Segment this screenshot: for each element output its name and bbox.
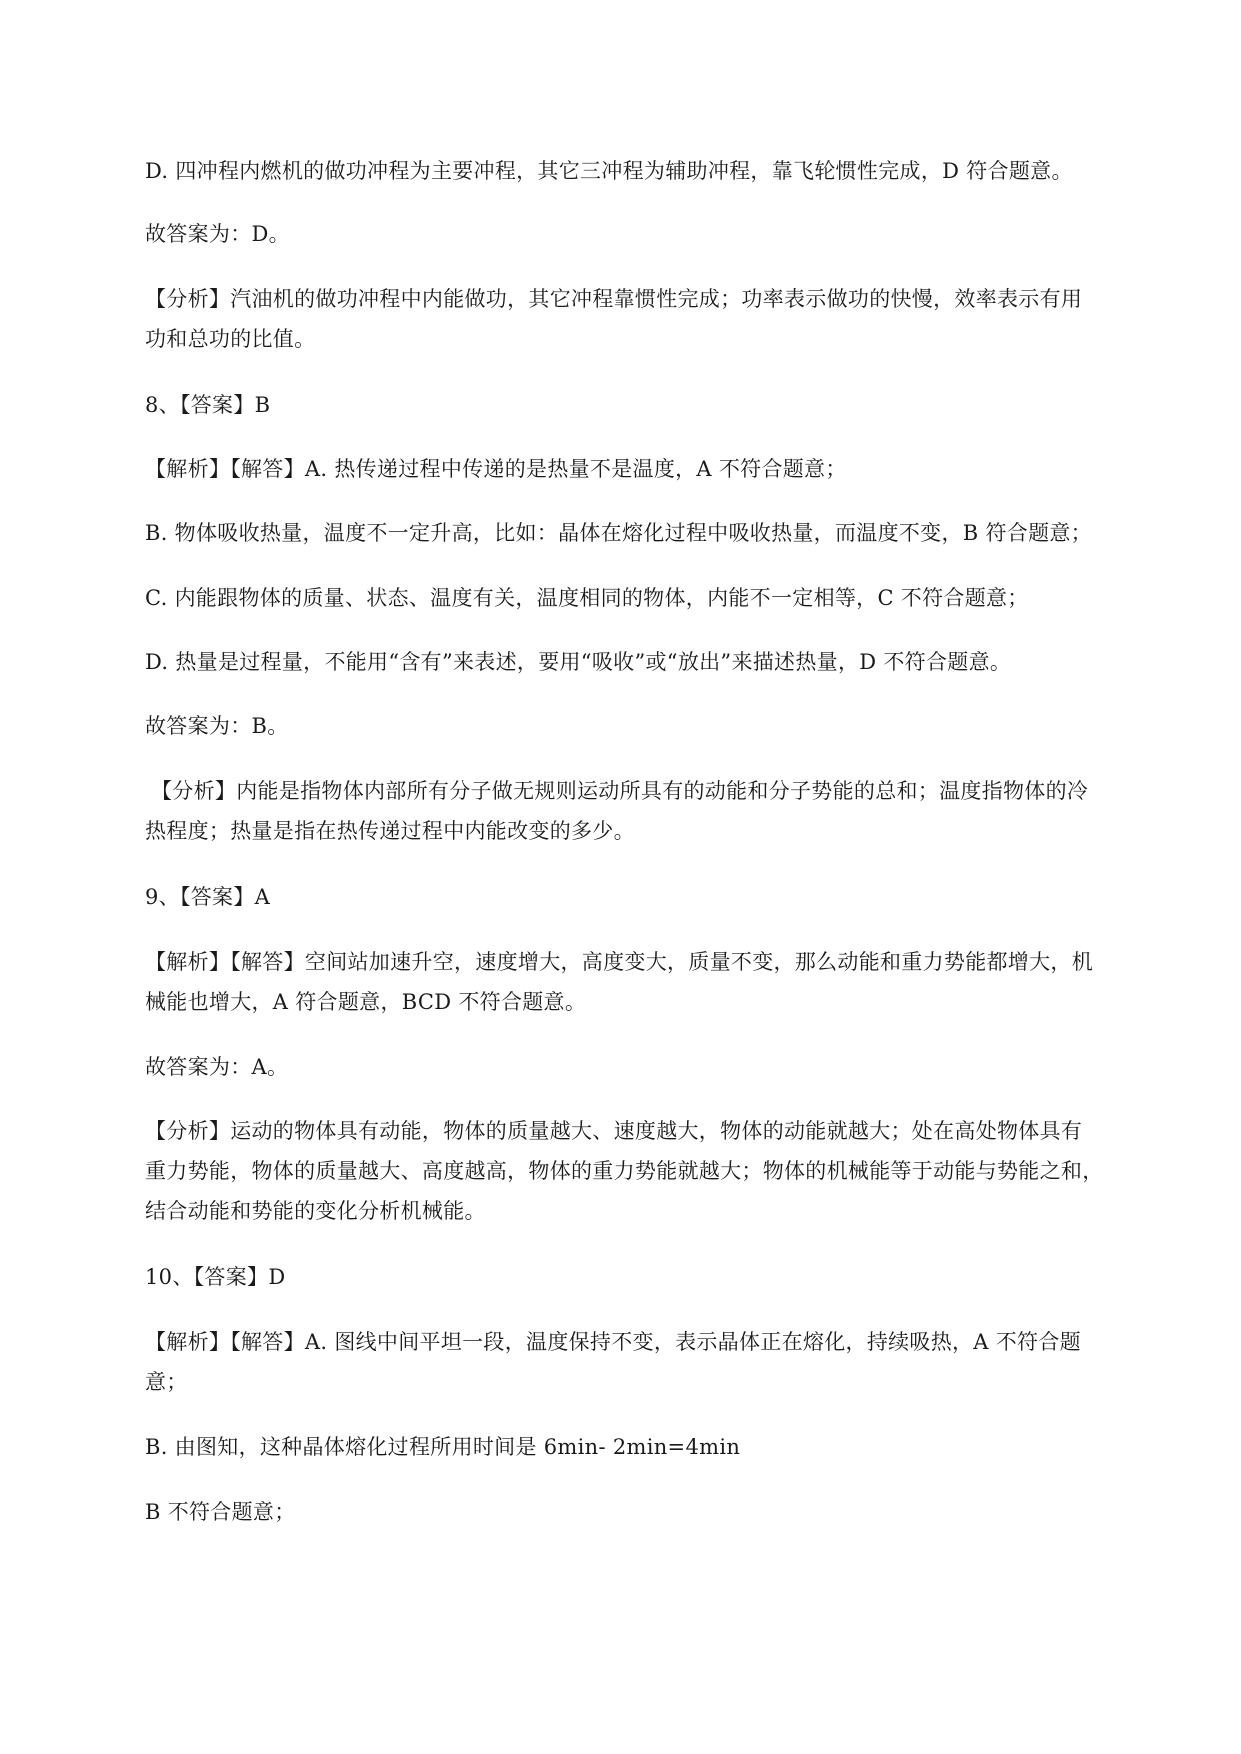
text-line-q8-analysis-2: 热程度；热量是指在热传递过程中内能改变的多少。 bbox=[145, 819, 635, 843]
text-line-q8-a: 【解析】【解答】A. 热传递过程中传递的是热量不是温度，A 不符合题意； bbox=[145, 457, 847, 481]
text-line-q9-analysis-2: 重力势能，物体的质量越大、高度越高，物体的重力势能就越大；物体的机械能等于动能与势能之和， bbox=[145, 1159, 1104, 1183]
text-line-q10-a-2: 意； bbox=[145, 1370, 188, 1394]
text-line-q9-answer: 9、【答案】A bbox=[145, 885, 271, 909]
text-line-q8-answer: 8、【答案】B bbox=[145, 393, 271, 417]
text-line-q8-d: D. 热量是过程量，不能用“含有”来表述，要用“吸收”或“放出”来描述热量，D 不符合题意。 bbox=[145, 650, 1012, 674]
text-line-analysis-q7-1: 【分析】汽油机的做功冲程中内能做功，其它冲程靠惯性完成；功率表示做功的快慢，效率表示有用 bbox=[145, 287, 1083, 311]
text-line-d-option-q7: D. 四冲程内燃机的做功冲程为主要冲程，其它三冲程为辅助冲程，靠飞轮惯性完成，D 符合题意。 bbox=[145, 159, 1073, 183]
text-line-q8-c: C. 内能跟物体的质量、状态、温度有关，温度相同的物体，内能不一定相等，C 不符合题意； bbox=[145, 586, 1029, 610]
text-line-q10-b-conclusion: B 不符合题意； bbox=[145, 1500, 296, 1524]
text-line-q8-analysis-1: 【分析】内能是指物体内部所有分子做无规则运动所具有的动能和分子势能的总和；温度指物体的冷 bbox=[151, 779, 1089, 803]
text-line-q10-b: B. 由图知，这种晶体熔化过程所用时间是 6min- 2min=4min bbox=[145, 1435, 741, 1459]
text-line-q9-explanation-1: 【解析】【解答】空间站加速升空，速度增大，高度变大，质量不变，那么动能和重力势能都增大，机 bbox=[145, 950, 1093, 974]
text-line-q9-explanation-2: 械能也增大，A 符合题意，BCD 不符合题意。 bbox=[145, 990, 587, 1014]
text-line-q8-conclusion: 故答案为：B。 bbox=[145, 714, 289, 738]
text-line-answer-q7: 故答案为：D。 bbox=[145, 222, 290, 246]
text-line-q9-analysis-3: 结合动能和势能的变化分析机械能。 bbox=[145, 1199, 486, 1223]
text-line-q9-analysis-1: 【分析】运动的物体具有动能，物体的质量越大、速度越大，物体的动能就越大；处在高处物体具有 bbox=[145, 1119, 1083, 1143]
text-line-analysis-q7-2: 功和总功的比值。 bbox=[145, 327, 316, 351]
text-line-q9-conclusion: 故答案为：A。 bbox=[145, 1055, 289, 1079]
text-line-q10-answer: 10、【答案】D bbox=[145, 1265, 286, 1289]
text-line-q10-a-1: 【解析】【解答】A. 图线中间平坦一段，温度保持不变，表示晶体正在熔化，持续吸热，A 不符合题 bbox=[145, 1330, 1081, 1354]
text-line-q8-b: B. 物体吸收热量，温度不一定升高，比如：晶体在熔化过程中吸收热量，而温度不变，B 符合题意； bbox=[145, 521, 1092, 545]
